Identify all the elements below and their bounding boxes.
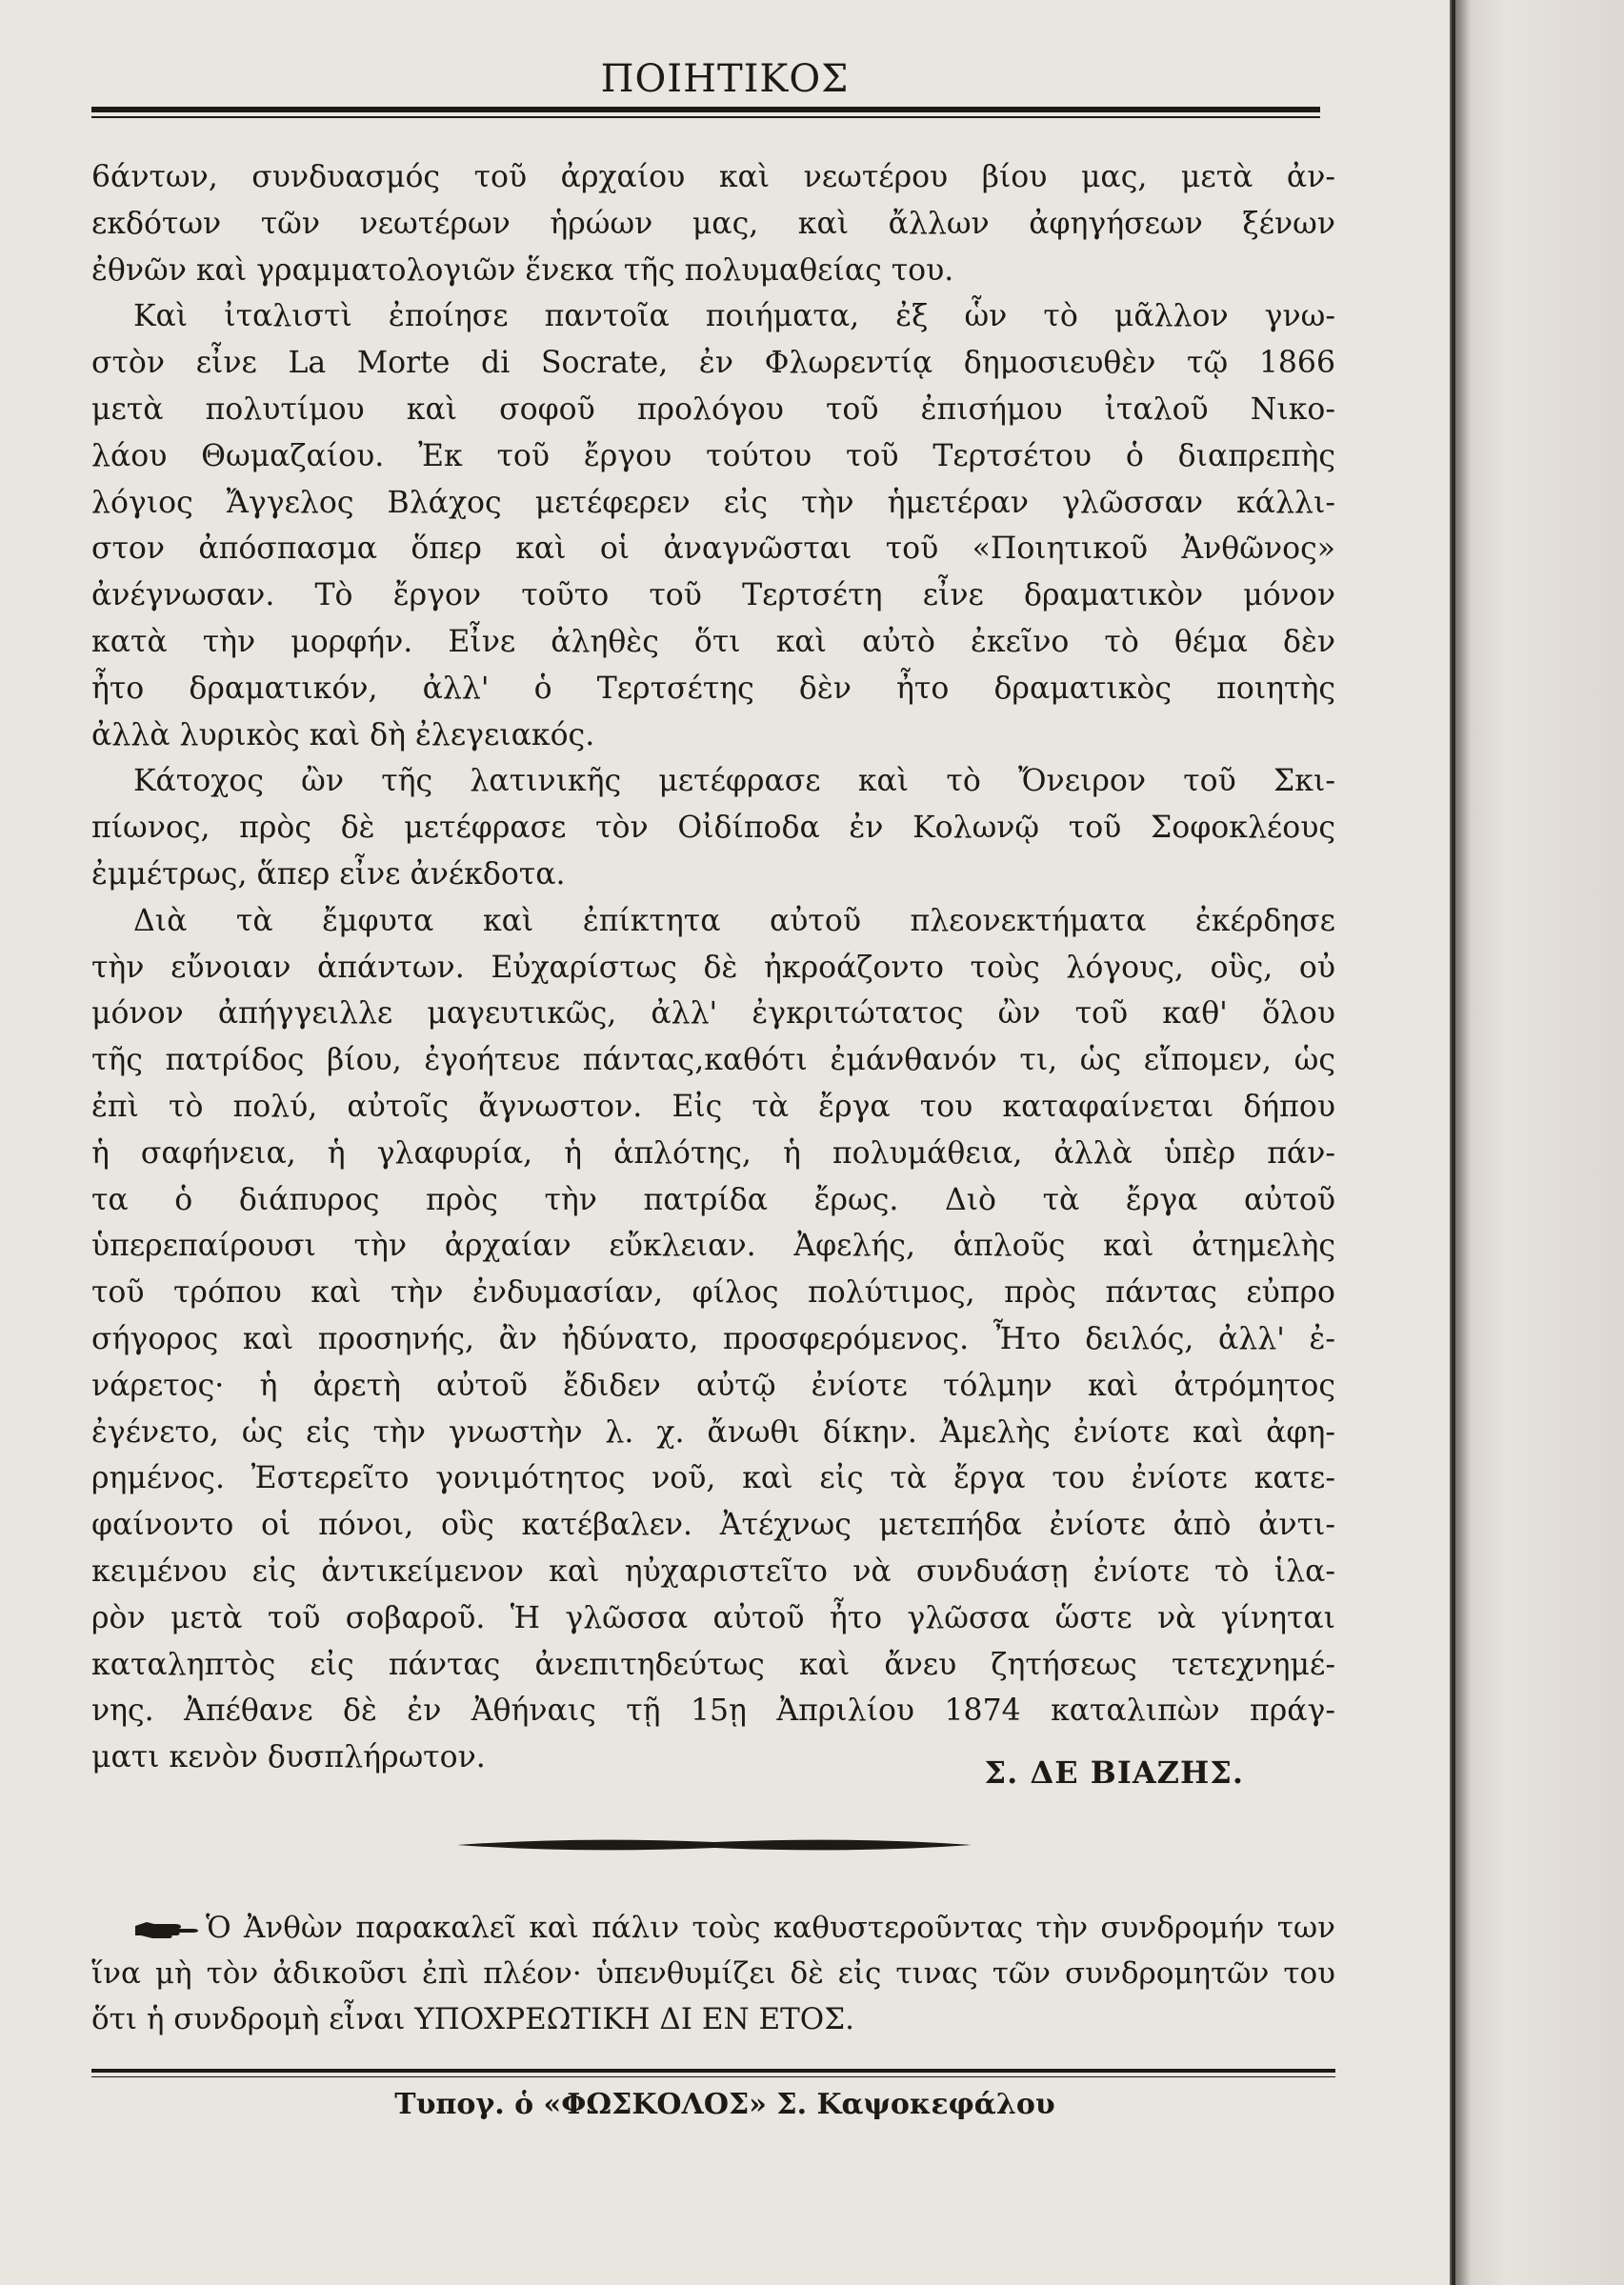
footer-rule-thin	[91, 2076, 1335, 2077]
author-signature: Σ. ΔΕ ΒΙΑΖΗΣ.	[984, 1754, 1244, 1791]
text-line: 6άντων, συνδυασμός τοῦ ἀρχαίου καὶ νεωτέρου βίου μας, μετὰ ἀν-	[91, 160, 1335, 194]
text-line: ἡ σαφήνεια, ἡ γλαφυρία, ἡ ἁπλότης, ἡ πολυμάθεια, ἀλλὰ ὑπὲρ πάν-	[91, 1135, 1335, 1171]
text-line: νάρετος· ἡ ἀρετὴ αὐτοῦ ἔδιδεν αὐτῷ ἐνίοτε τόλμην καὶ ἀτρόμητος	[91, 1368, 1335, 1403]
text-line: νης. Ἀπέθανε δὲ ἐν Ἀθήναις τῇ 15ῃ Ἀπριλίου 1874 καταλιπὼν πράγ-	[91, 1694, 1335, 1729]
text-line: Κάτοχος ὢν τῆς λατινικῆς μετέφρασε καὶ τὸ Ὄνειρον τοῦ Σκι-	[133, 764, 1335, 799]
text-line: ἀλλὰ λυρικὸς καὶ δὴ ἐλεγειακός.	[91, 717, 595, 752]
text-line: κατὰ τὴν μορφήν. Εἶνε ἀληθὲς ὅτι καὶ αὐτὸ ἐκεῖνο τὸ θέμα δὲν	[91, 624, 1335, 659]
text-line: φαίνοντο οἱ πόνοι, οὓς κατέβαλεν. Ἀτέχνως μετεπήδα ἐνίοτε ἀπὸ ἀντι-	[91, 1508, 1335, 1543]
text-line: μόνον ἀπήγγειλλε μαγευτικῶς, ἀλλ' ἐγκριτώτατος ὢν τοῦ καθ' ὅλου	[91, 996, 1335, 1032]
notice-text: Ὁ Ἀνθὼν παρακαλεῖ καὶ πάλιν τοὺς καθυστεροῦντας τὴν συνδρομήν των	[206, 1911, 1335, 1945]
running-head: ΠΟΙΗΤΙΚΟΣ	[600, 57, 850, 101]
text-line: εκδότων τῶν νεωτέρων ἡρώων μας, καὶ ἄλλων ἀφηγήσεων ξένων	[91, 206, 1335, 241]
text-line: ἐγένετο, ὡς εἰς τὴν γνωστὴν λ. χ. ἄνωθι δίκην. Ἀμελὴς ἐνίοτε καὶ ἀφη-	[91, 1414, 1335, 1450]
text-line: στον ἀπόσπασμα ὅπερ καὶ οἱ ἀναγνῶσται τοῦ «Ποιητικοῦ Ἀνθῶνος»	[91, 531, 1335, 567]
text-line: τῆς πατρίδος βίου, ἐγοήτευε πάντας,καθότι ἐμάνθανόν τι, ὡς εἴπομεν, ὡς	[91, 1043, 1335, 1078]
text-line: ἐθνῶν καὶ γραμματολογιῶν ἕνεκα τῆς πολυμαθείας του.	[91, 252, 954, 288]
text-line: καταληπτὸς εἰς πάντας ἀνεπιτηδεύτως καὶ ἄνευ ζητήσεως τετεχνημέ-	[91, 1647, 1335, 1682]
book-gutter	[1450, 0, 1624, 2285]
text-line: μετὰ πολυτίμου καὶ σοφοῦ προλόγου τοῦ ἐπισήμου ἰταλοῦ Νικο-	[91, 391, 1335, 427]
text-line: λάου Θωμαζαίου. Ἐκ τοῦ ἔργου τούτου τοῦ Τερτσέτου ὁ διαπρεπὴς	[91, 438, 1335, 473]
text-line: λόγιος Ἄγγελος Βλάχος μετέφερεν εἰς τὴν ἡμετέραν γλῶσσαν κάλλι-	[91, 485, 1335, 520]
ornamental-divider	[448, 1834, 981, 1856]
article-body	[91, 154, 1335, 1781]
text-line: σήγορος καὶ προσηνής, ἂν ἠδύνατο, προσφερόμενος. Ἦτο δειλός, ἀλλ' ἐ-	[91, 1321, 1335, 1356]
gutter-edge-line	[1452, 0, 1455, 2285]
text-line: τὴν εὔνοιαν ἁπάντων. Εὐχαρίστως δὲ ἠκροάζοντο τοὺς λόγους, οὓς, οὐ	[91, 950, 1335, 985]
text-line: Καὶ ἰταλιστὶ ἐποίησε παντοῖα ποιήματα, ἐξ ὧν τὸ μᾶλλον γνω-	[133, 299, 1335, 334]
text-line: ἐμμέτρως, ἅπερ εἶνε ἀνέκδοτα.	[91, 856, 566, 892]
text-line: ματι κενὸν δυσπλήρωτον.	[91, 1740, 486, 1775]
text-line: τοῦ τρόπου καὶ τὴν ἐνδυμασίαν, φίλος πολύτιμος, πρὸς πάντας εὐπρο	[91, 1275, 1335, 1311]
text-line: ἀνέγνωσαν. Τὸ ἔργον τοῦτο τοῦ Τερτσέτη εἶνε δραματικὸν μόνον	[91, 578, 1335, 613]
header-rule-thin	[91, 116, 1320, 118]
notice-line	[91, 1905, 1335, 1951]
text-line: ὑπερεπαίρουσι τὴν ἀρχαίαν εὔκλειαν. Ἀφελής, ἁπλοῦς καὶ ἀτημελὴς	[91, 1229, 1335, 1264]
text-line: Διὰ τὰ ἔμφυτα καὶ ἐπίκτητα αὐτοῦ πλεονεκτήματα ἐκέρδησε	[133, 903, 1335, 938]
text-line: ρὸν μετὰ τοῦ σοβαροῦ. Ἡ γλῶσσα αὐτοῦ ἦτο γλῶσσα ὥστε νὰ γίνηται	[91, 1600, 1335, 1635]
text-line: κειμένου εἰς ἀντικείμενον καὶ ηὐχαριστεῖτο νὰ συνδυάσῃ ἐνίοτε τὸ ἱλα-	[91, 1553, 1335, 1589]
text-line: τα ὁ διάπυρος πρὸς τὴν πατρίδα ἔρως. Διὸ τὰ ἔργα αὐτοῦ	[91, 1182, 1335, 1217]
header-rule	[91, 107, 1320, 112]
text-line: ρημένος. Ἐστερεῖτο γονιμότητος νοῦ, καὶ εἰς τὰ ἔργα του ἐνίοτε κατε-	[91, 1461, 1335, 1496]
subscription-notice	[91, 1905, 1335, 2042]
pointing-hand-icon	[133, 1916, 200, 1943]
notice-line: ἵνα μὴ τὸν ἀδικοῦσι ἐπὶ πλέον· ὑπενθυμίζει δὲ εἰς τινας τῶν συνδρομητῶν του	[91, 1956, 1335, 1991]
text-line: ἦτο δραματικόν, ἀλλ' ὁ Τερτσέτης δὲν ἦτο δραματικὸς ποιητὴς	[91, 671, 1335, 706]
footer-rule	[91, 2069, 1335, 2073]
text-line: ἐπὶ τὸ πολύ, αὐτοῖς ἄγνωστον. Εἰς τὰ ἔργα του καταφαίνεται δήπου	[91, 1089, 1335, 1124]
printer-imprint: Τυπογ. ὁ «ΦΩΣΚΟΛΟΣ» Σ. Καψοκεφάλου	[394, 2088, 1055, 2121]
text-line: πίωνος, πρὸς δὲ μετέφρασε τὸν Οἰδίποδα ἐν Κολωνῷ τοῦ Σοφοκλέους	[91, 811, 1335, 846]
notice-line: ὅτι ἡ συνδρομὴ εἶναι ΥΠΟΧΡΕΩΤΙΚΗ ΔΙ ΕΝ ΕΤΟΣ.	[91, 2002, 854, 2036]
text-line: στὸν εἶνε La Morte di Socrate, ἐν Φλωρεντίᾳ δημοσιευθὲν τῷ 1866	[91, 346, 1335, 381]
